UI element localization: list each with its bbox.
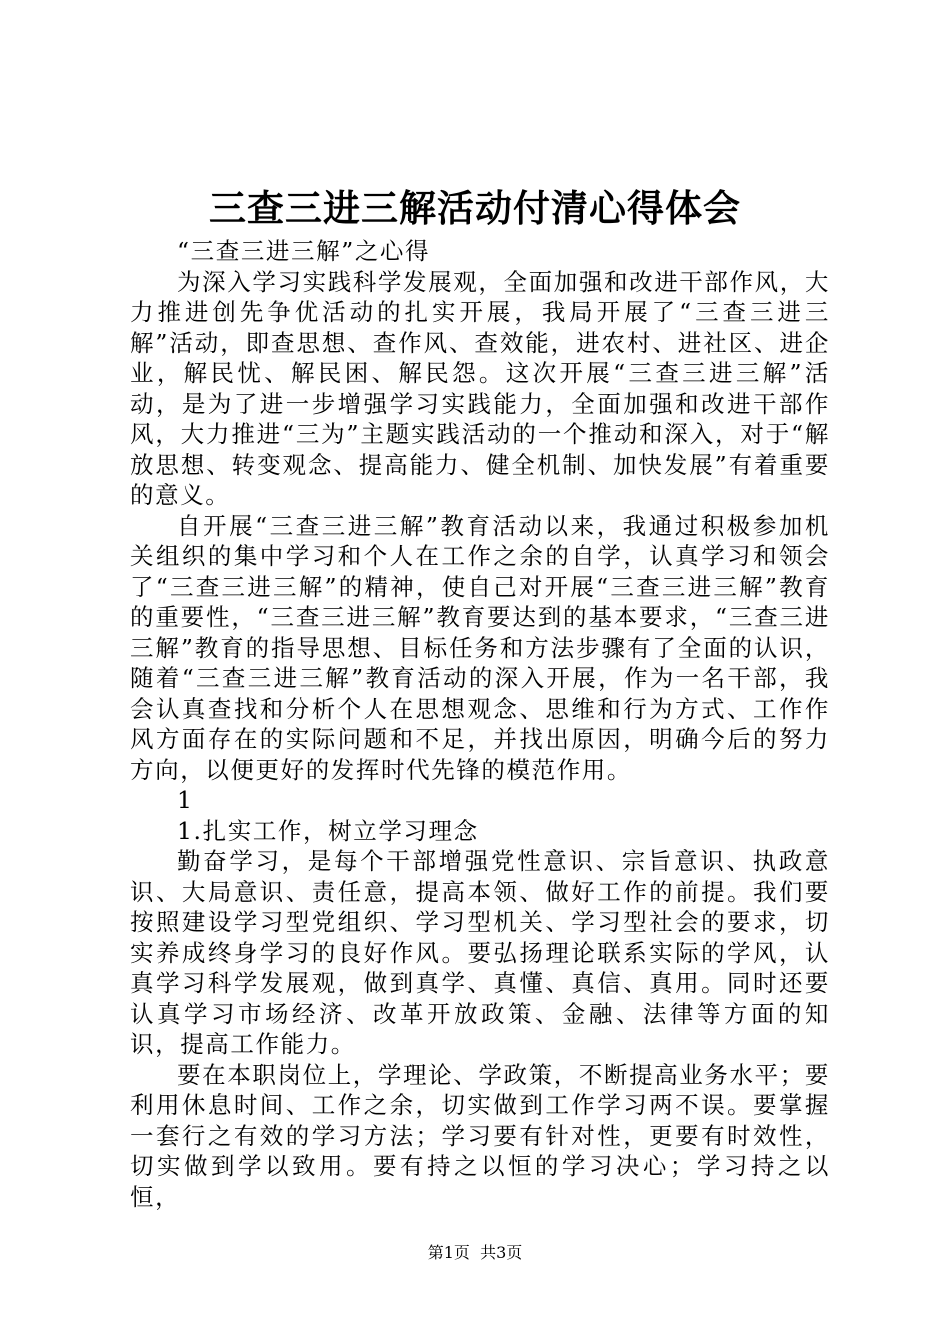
body-paragraph: 勤奋学习，是每个干部增强党性意识、宗旨意识、执政意识、大局意识、责任意，提高本领、做好工作的前提。我们要按照建设学习型党组织、学习型机关、学习型社会的要求，切实养成终身学习的良好作风。要弘扬理论联系实际的学风，认真学习科学发展观，做到真学、真懂、真信、真用。同时还要认真学习市场经济、改革开放政策、金融、法律等方面的知识，提高工作能力。 xyxy=(130,847,830,1058)
intro-paragraph: 为深入学习实践科学发展观，全面加强和改进干部作风，大力推进创先争优活动的扎实开展，我局开展了“三查三进三解”活动，即查思想、查作风、查效能，进农村、进社区、进企业，解民忧、解民困、解民怨。这次开展“三查三进三解”活动，是为了进一步增强学习实践能力，全面加强和改进干部作风，大力推进“三为”主题实践活动的一个推动和深入，对于“解放思想、转变观念、提高能力、健全机制、加快发展”有着重要的意义。 xyxy=(130,267,830,509)
body-paragraph: 要在本职岗位上，学理论、学政策，不断提高业务水平；要利用休息时间、工作之余，切实做到工作学习两不误。要掌握一套行之有效的学习方法；学习要有针对性，更要有时效性，切实做到学以致用。要有持之以恒的学习决心；学习持之以恒， xyxy=(130,1060,830,1211)
document-body xyxy=(130,236,830,1212)
page-number-label: 第1页 共3页 xyxy=(427,1243,523,1262)
document-title: 三查三进三解活动付清心得体会 xyxy=(209,186,741,230)
body-paragraph: 自开展“三查三进三解”教育活动以来，我通过积极参加机关组织的集中学习和个人在工作之余的自学，认真学习和领会了“三查三进三解”的精神，使自己对开展“三查三进三解”教育的重要性，“三查三进三解”教育要达到的基本要求，“三查三进三解”教育的指导思想、目标任务和方法步骤有了全面的认识，随着“三查三进三解”教育活动的深入开展，作为一名干部，我会认真查找和分析个人在思想观念、思维和行为方式、工作作风方面存在的实际问题和不足，并找出原因，明确今后的努力方向，以便更好的发挥时代先锋的模范作用。 xyxy=(130,511,830,784)
page-footer xyxy=(0,1243,950,1263)
subtitle-paragraph: “三查三进三解”之心得 xyxy=(177,237,431,265)
section-heading: 1.扎实工作，树立学习理念 xyxy=(177,816,479,845)
section-number: 1 xyxy=(177,786,194,814)
